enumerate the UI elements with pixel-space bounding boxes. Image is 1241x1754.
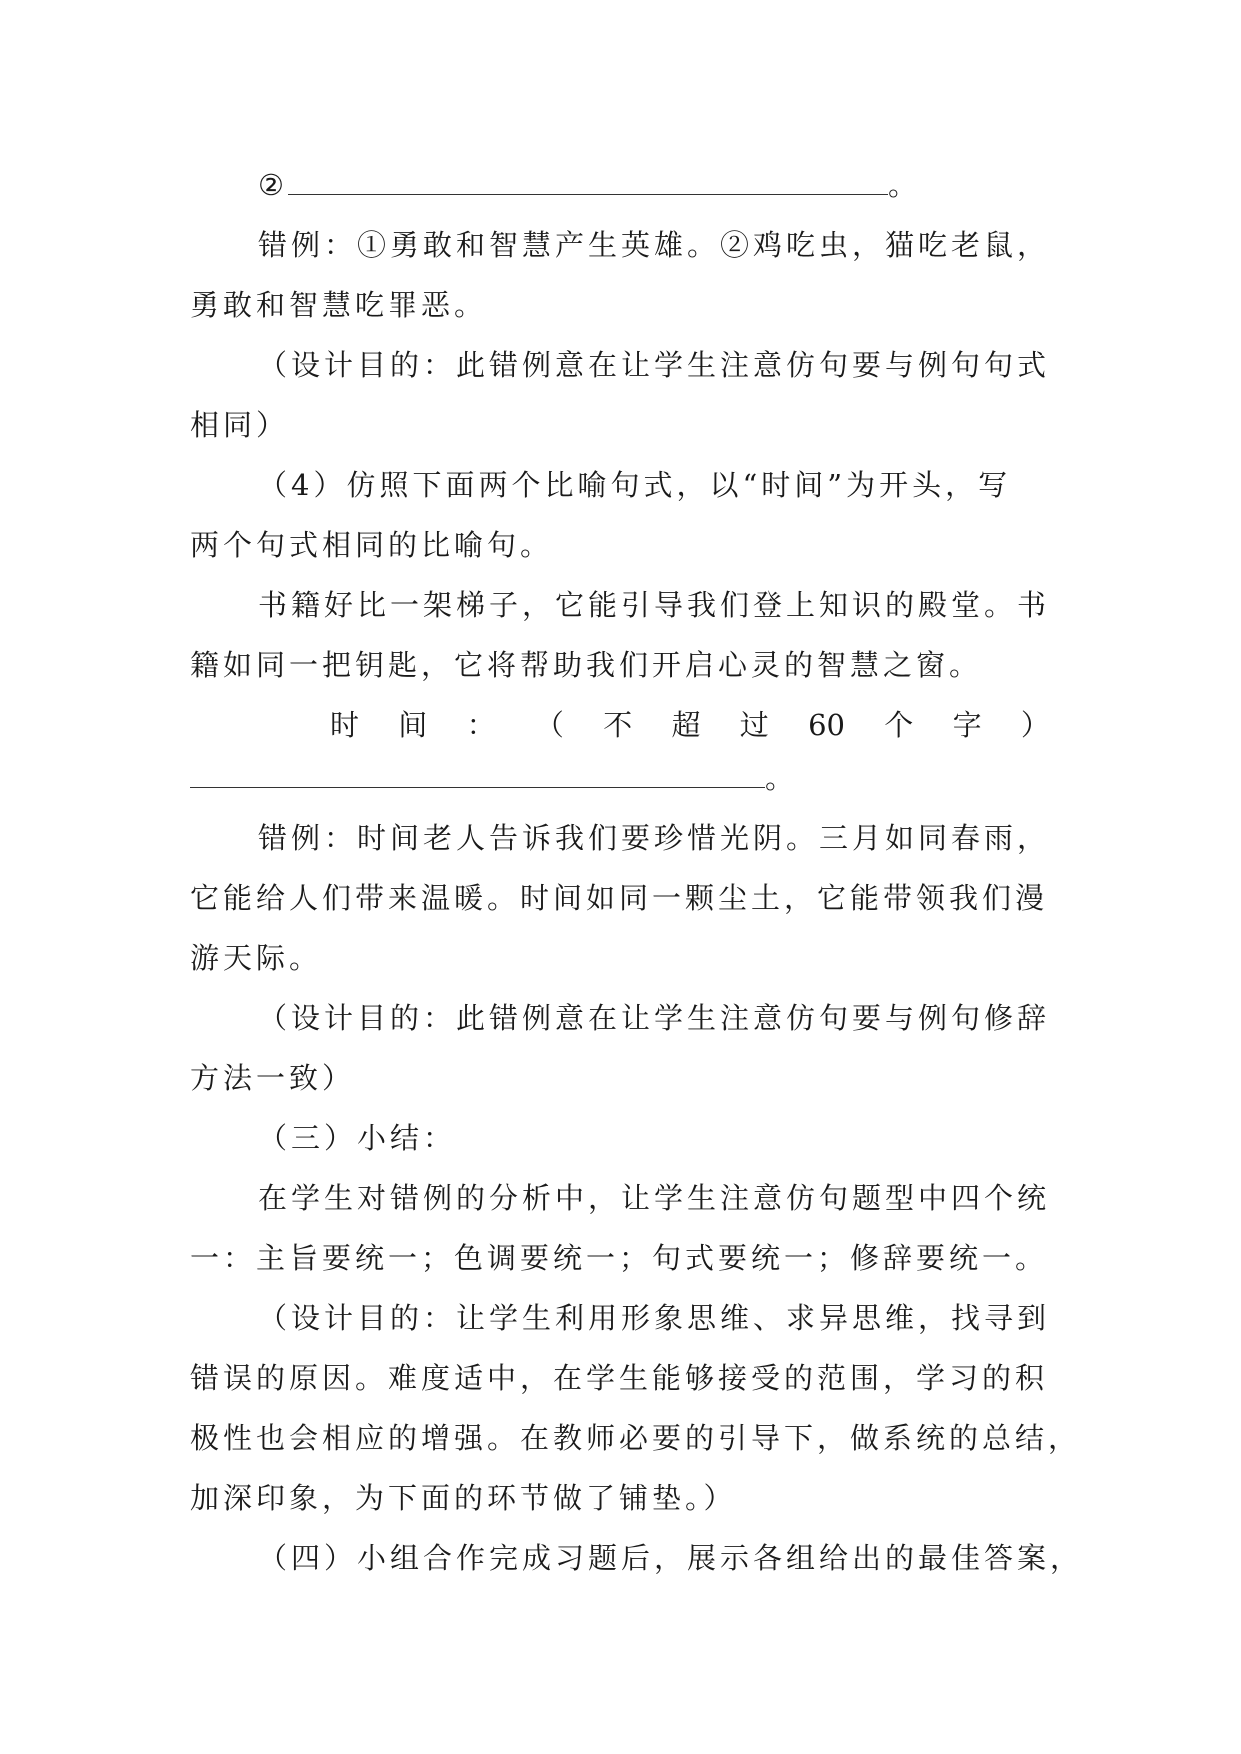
text-line: 错误的原因。难度适中，在学生能够接受的范围，学习的积 xyxy=(190,1361,1049,1395)
answer-line-time: 。 xyxy=(190,758,1050,798)
text-line: 加深印象，为下面的环节做了铺垫。） xyxy=(190,1481,737,1515)
example-sentence-paragraph: 书籍好比一架梯子，它能引导我们登上知识的殿堂。书 xyxy=(258,588,1051,622)
text-line: 勇敢和智慧吃罪恶。 xyxy=(190,288,488,322)
section-heading-summary: （三）小结： xyxy=(258,1121,457,1155)
circled-number-2: ② xyxy=(258,168,288,202)
text-line: 极性也会相应的增强。在教师必要的引导下，做系统的总结， xyxy=(190,1421,1082,1455)
text-line: 两个句式相同的比喻句。 xyxy=(190,528,554,562)
design-purpose-paragraph: （设计目的：此错例意在让学生注意仿句要与例句句式 xyxy=(258,348,1051,382)
text-line: 它能给人们带来温暖。时间如同一颗尘土，它能带领我们漫 xyxy=(190,881,1049,915)
error-example-paragraph-2: 错例：时间老人告诉我们要珍惜光阴。三月如同春雨， xyxy=(258,821,1051,855)
answer-line-2: ② 。 xyxy=(258,168,922,202)
design-purpose-paragraph-3: （设计目的：让学生利用形象思维、求异思维，找寻到 xyxy=(258,1301,1051,1335)
summary-paragraph: 在学生对错例的分析中，让学生注意仿句题型中四个统 xyxy=(258,1181,1051,1215)
text-line: 相同） xyxy=(190,408,290,442)
text-line: 游天际。 xyxy=(190,941,323,975)
question-4-paragraph: （4）仿照下面两个比喻句式，以“时间”为开头，写 xyxy=(258,468,1012,502)
text-line: 一：主旨要统一；色调要统一；句式要统一；修辞要统一。 xyxy=(190,1241,1049,1275)
text-line: 方法一致） xyxy=(190,1061,356,1095)
answer-blank xyxy=(190,761,765,788)
time-prompt-line: 时 间 ： （ 不 超 过 60 个 字 ） xyxy=(330,708,1050,742)
design-purpose-paragraph-2: （设计目的：此错例意在让学生注意仿句要与例句修辞 xyxy=(258,1001,1051,1035)
error-example-paragraph: 错例：①勇敢和智慧产生英雄。②鸡吃虫，猫吃老鼠， xyxy=(258,228,1051,262)
answer-blank xyxy=(288,168,888,195)
section-four-paragraph: （四）小组合作完成习题后，展示各组给出的最佳答案， xyxy=(258,1541,1084,1575)
text-line: 籍如同一把钥匙，它将帮助我们开启心灵的智慧之窗。 xyxy=(190,648,983,682)
